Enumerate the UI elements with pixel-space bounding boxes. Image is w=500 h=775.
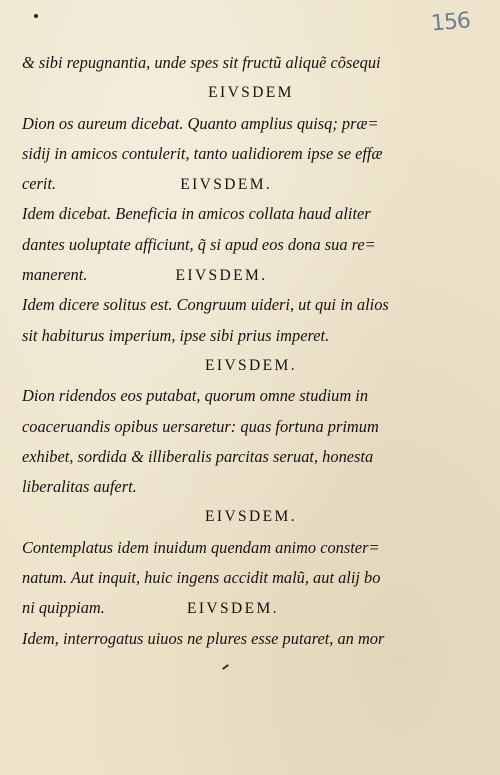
section-heading: EIVSDEM	[208, 84, 294, 102]
section-heading: EIVSDEM.	[205, 356, 297, 374]
text-line-with-heading	[22, 260, 480, 290]
text-line: Idem, interrogatus uiuos ne plures esse putaret, an mor	[22, 628, 385, 648]
text-line: sidij in amicos contulerit, tanto ualidiorem ipse se effæ	[22, 143, 383, 163]
text-line: exhibet, sordida & illiberalis parcitas seruat, honesta	[22, 446, 374, 466]
ink-mark	[222, 664, 229, 670]
text-line: natum. Aut inquit, huic ingens accidit malũ, aut alij bo	[22, 568, 381, 588]
text-line: coaceruandis opibus uersaretur: quas fortuna primum	[22, 416, 379, 436]
text-line: Idem dicere solitus est. Congruum uideri, ut qui in alios	[22, 295, 389, 315]
section-heading: EIVSDEM.	[186, 600, 279, 618]
line-text: manerent.	[22, 265, 88, 285]
line-text: cerit.	[22, 174, 57, 194]
text-line-with-heading	[22, 169, 480, 199]
text-line-with-heading	[22, 593, 480, 623]
text-line: sit habiturus imperium, ipse sibi prius imperet.	[22, 325, 330, 345]
text-line: Contemplatus idem inuidum quendam animo conster=	[22, 537, 380, 557]
text-line: Idem dicebat. Beneficia in amicos collata haud aliter	[22, 204, 371, 224]
handwritten-folio-number: 156	[429, 8, 472, 37]
text-line: Dion os aureum dicebat. Quanto amplius quisq; præ=	[22, 113, 379, 133]
line-text: ni quippiam.	[22, 598, 105, 618]
text-line: Dion ridendos eos putabat, quorum omne studium in	[22, 386, 369, 406]
section-heading: EIVSDEM.	[175, 267, 268, 285]
text-line: & sibi repugnantia, unde spes sit fructũ aliquẽ cõsequi	[22, 53, 381, 72]
section-heading: EIVSDEM.	[180, 176, 273, 194]
ink-dot	[34, 14, 38, 18]
text-line: liberalitas aufert.	[22, 477, 137, 497]
text-block	[22, 48, 480, 654]
text-line: dantes uoluptate afficiunt, q̃ si apud eos dona sua re=	[22, 234, 376, 254]
section-heading: EIVSDEM.	[205, 508, 297, 526]
